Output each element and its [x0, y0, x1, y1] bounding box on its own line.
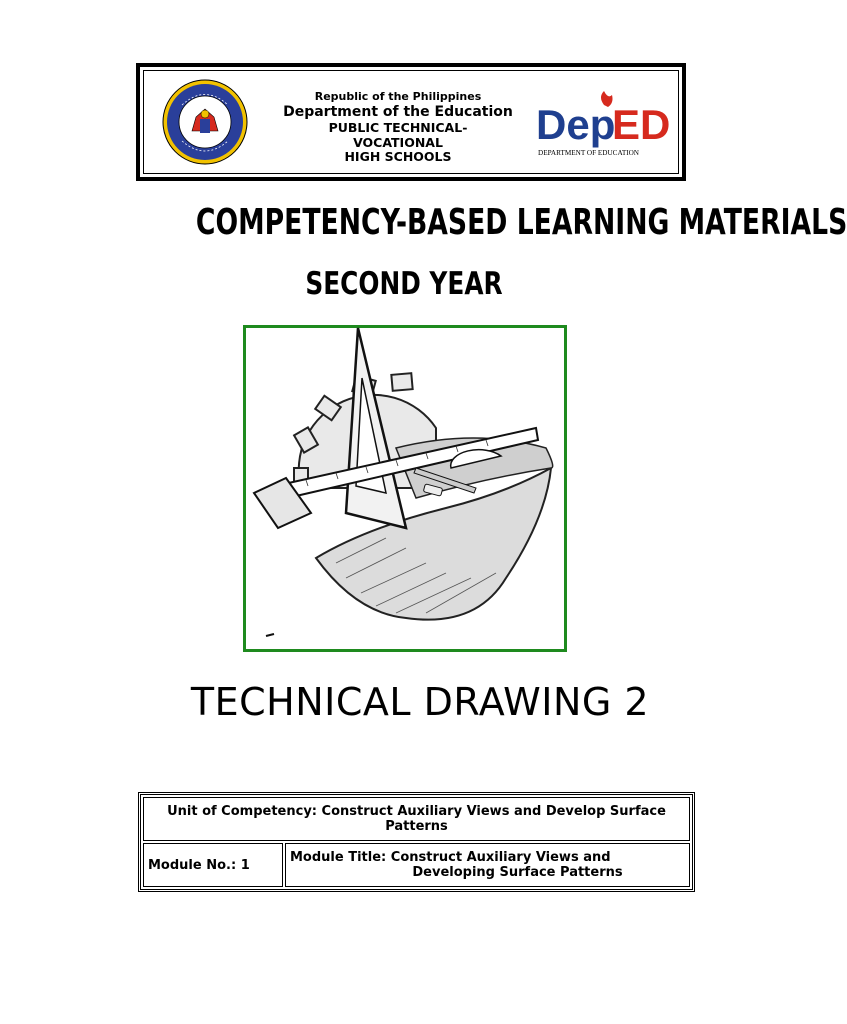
table-row: [143, 797, 690, 841]
module-no-value: 1: [240, 857, 250, 873]
table-row: [143, 843, 690, 887]
document-title: COMPETENCY-BASED LEARNING MATERIALS: [195, 202, 847, 243]
module-no-label: Module No.:: [148, 857, 237, 873]
drafting-tools-illustration: [246, 328, 564, 649]
header-box: [136, 63, 686, 181]
deped-logo: [536, 91, 671, 161]
module-title-label: Module Title:: [290, 850, 387, 865]
school-line-1: PUBLIC TECHNICAL-: [328, 120, 468, 135]
svg-text:Dep: Dep: [536, 101, 616, 148]
header-text: [258, 91, 538, 166]
svg-text:DEPARTMENT OF EDUCATION: DEPARTMENT OF EDUCATION: [538, 149, 639, 157]
module-title-value-2: Developing Surface Patterns: [412, 865, 623, 880]
unit-of-competency-cell: [143, 797, 690, 841]
unit-value: Construct Auxiliary Views and Develop Surface Patterns: [321, 804, 666, 834]
school-line-2: VOCATIONAL: [353, 134, 443, 150]
module-no-cell: [143, 843, 283, 887]
illustration-frame: [243, 325, 567, 652]
svg-text:ED: ED: [612, 101, 671, 148]
unit-label: Unit of Competency:: [167, 804, 317, 819]
deped-seal-icon: [162, 79, 248, 165]
module-title-cell: [285, 843, 690, 887]
subject-title: TECHNICAL DRAWING 2: [190, 680, 650, 724]
republic-text: Republic of the Philippines: [314, 90, 482, 103]
year-title: SECOND YEAR: [305, 266, 503, 302]
school-line-3: HIGH SCHOOLS: [344, 149, 452, 164]
department-text: Department of the Education: [283, 104, 513, 120]
module-title-value-1: Construct Auxiliary Views and: [390, 850, 611, 865]
module-info-table: [138, 792, 695, 892]
